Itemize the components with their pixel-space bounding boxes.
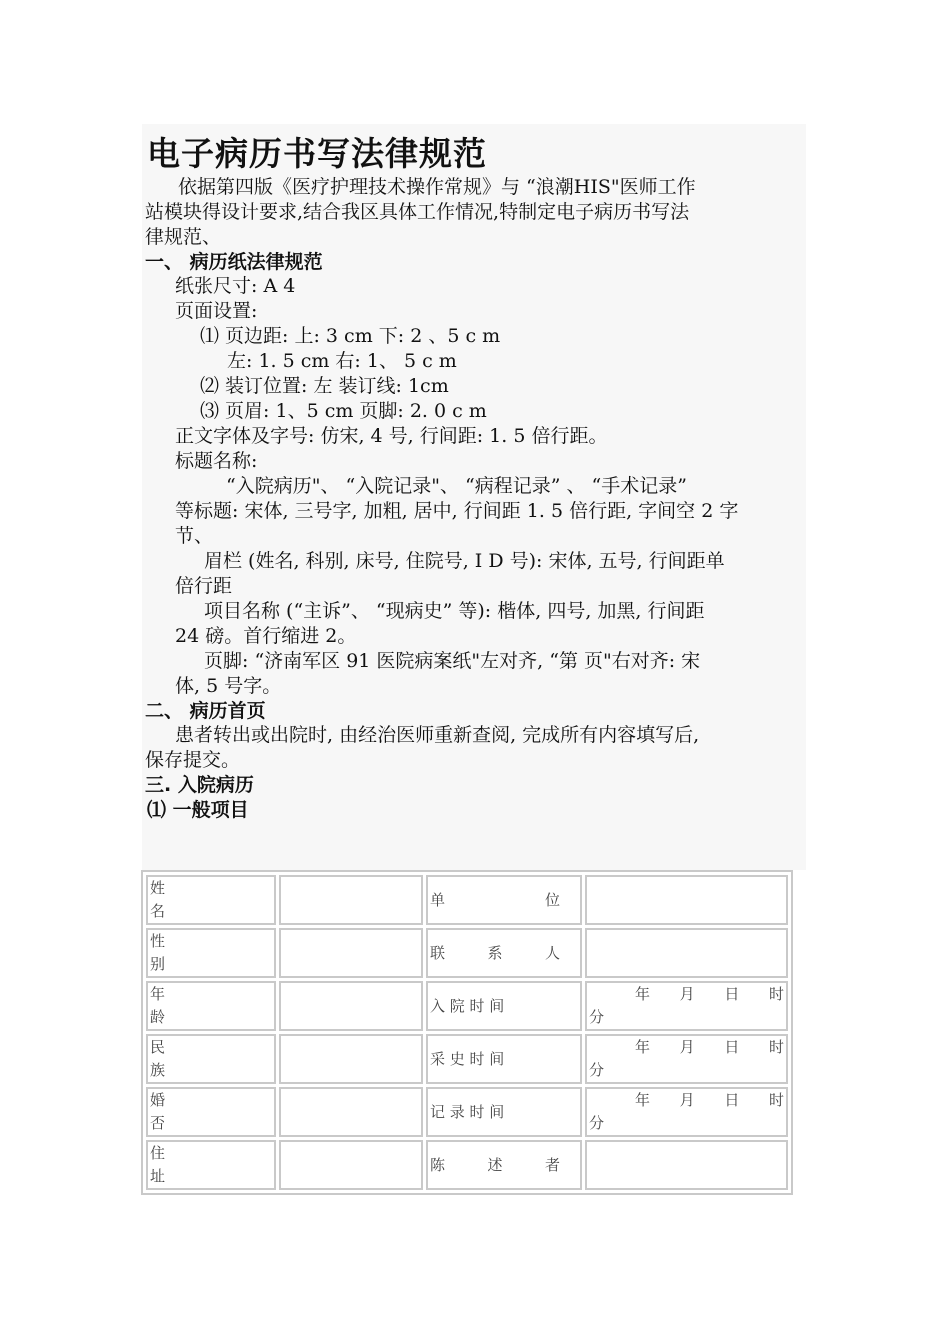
date-unit-label: 年 xyxy=(635,1038,651,1056)
row-label-char-2: 否 xyxy=(150,1114,166,1132)
table-row xyxy=(146,1087,788,1137)
field-label-part: 系 xyxy=(487,943,503,962)
field-label-cell xyxy=(426,875,582,925)
footer-line-1: 页脚: “济南军区 91 医院病案纸"左对齐, “第 页"右对齐: 宋 xyxy=(204,650,701,672)
subsection-general-items: ⑴ 一般项目 xyxy=(147,799,249,821)
row-label-char-2: 址 xyxy=(150,1167,166,1185)
table-row xyxy=(146,981,788,1031)
field-label-part: 陈 xyxy=(430,1155,446,1174)
field-label-cell xyxy=(426,1034,582,1084)
row-label-char-1: 民 xyxy=(150,1038,166,1056)
section-heading-admission: 三. 入院病历 xyxy=(145,774,254,796)
field-label-part: 单 xyxy=(430,890,446,909)
row-label-cell xyxy=(146,875,276,925)
row-label-char-2: 别 xyxy=(150,955,166,973)
general-items-table xyxy=(141,870,793,1195)
row-label-cell xyxy=(146,1087,276,1137)
datetime-value-cell[interactable] xyxy=(585,981,788,1031)
homepage-line-2: 保存提交。 xyxy=(145,749,241,771)
row-label-char-1: 性 xyxy=(150,932,166,950)
field-label-part: 位 xyxy=(544,890,560,909)
field-label-part: 述 xyxy=(487,1155,503,1174)
page-setup: 页面设置: xyxy=(175,300,258,322)
date-unit-label: 年 xyxy=(635,985,651,1003)
row-label-cell xyxy=(146,981,276,1031)
row-label-char-1: 住 xyxy=(150,1144,166,1162)
page-title: 电子病历书写法律规范 xyxy=(147,134,487,173)
header-footer-line: ⑶ 页眉: 1、5 cm 页脚: 2. 0 c m xyxy=(200,400,487,422)
title-desc-line-1: “入院病历"、 “入院记录"、 “病程记录” 、 “手术记录” xyxy=(226,475,687,497)
field-label-part: 采 史 时 间 xyxy=(430,1049,505,1068)
row-label-char-1: 婚 xyxy=(150,1091,166,1109)
date-unit-label: 年 xyxy=(635,1091,651,1109)
row-label-char-2: 名 xyxy=(150,902,166,920)
value-cell[interactable] xyxy=(279,1034,423,1084)
paper-size: 纸张尺寸: A 4 xyxy=(175,275,296,297)
footer-line-2: 体, 5 号字。 xyxy=(175,675,282,697)
value-cell[interactable] xyxy=(585,928,788,978)
row-label-cell xyxy=(146,1140,276,1190)
field-label-part: 记 录 时 间 xyxy=(430,1102,505,1121)
value-cell[interactable] xyxy=(279,1140,423,1190)
item-name-line-2: 24 磅。首行缩进 2。 xyxy=(175,625,357,647)
intro-line-3: 律规范、 xyxy=(145,226,222,248)
value-cell[interactable] xyxy=(279,875,423,925)
homepage-line-1: 患者转出或出院时, 由经治医师重新查阅, 完成所有内容填写后, xyxy=(175,724,700,746)
field-label-part: 人 xyxy=(544,943,560,962)
value-cell[interactable] xyxy=(279,981,423,1031)
minute-unit-label: 分 xyxy=(589,1008,605,1026)
date-unit-label: 时 xyxy=(768,985,784,1003)
field-label-cell xyxy=(426,928,582,978)
field-label-cell xyxy=(426,1087,582,1137)
field-label-part: 者 xyxy=(544,1155,560,1174)
section-heading-paper: 一、 病历纸法律规范 xyxy=(145,251,323,273)
field-label-cell xyxy=(426,1140,582,1190)
margin-line-1: ⑴ 页边距: 上: 3 cm 下: 2 、5 c m xyxy=(200,325,501,347)
datetime-value-cell[interactable] xyxy=(585,1087,788,1137)
date-unit-label: 日 xyxy=(724,1038,740,1056)
date-unit-label: 时 xyxy=(768,1038,784,1056)
date-unit-label: 日 xyxy=(724,1091,740,1109)
row-label-cell xyxy=(146,1034,276,1084)
intro-line-2: 站模块得设计要求,结合我区具体工作情况,特制定电子病历书写法 xyxy=(145,201,690,223)
table-row xyxy=(146,928,788,978)
value-cell[interactable] xyxy=(585,1140,788,1190)
eyebrow-line-2: 倍行距 xyxy=(175,575,233,597)
row-label-char-2: 龄 xyxy=(150,1008,166,1026)
table-row xyxy=(146,1140,788,1190)
title-name-label: 标题名称: xyxy=(175,450,258,472)
table-row xyxy=(146,1034,788,1084)
datetime-value-cell[interactable] xyxy=(585,1034,788,1084)
field-label-part: 联 xyxy=(430,943,446,962)
row-label-char-1: 年 xyxy=(150,985,166,1003)
intro-line-1: 依据第四版《医疗护理技术操作常规》与 “浪潮HIS"医师工作 xyxy=(178,176,696,198)
date-unit-label: 月 xyxy=(679,1038,695,1056)
section-heading-homepage: 二、 病历首页 xyxy=(145,700,266,722)
value-cell[interactable] xyxy=(585,875,788,925)
item-name-line-1: 项目名称 (“主诉”、 “现病史” 等): 楷体, 四号, 加黑, 行间距 xyxy=(204,600,705,622)
field-label-part: 入 院 时 间 xyxy=(430,996,505,1015)
date-unit-label: 时 xyxy=(768,1091,784,1109)
row-label-char-2: 族 xyxy=(150,1061,166,1079)
table-row xyxy=(146,875,788,925)
row-label-cell xyxy=(146,928,276,978)
title-desc-line-2: 等标题: 宋体, 三号字, 加粗, 居中, 行间距 1. 5 倍行距, 字间空 2 字 xyxy=(175,500,739,522)
date-unit-label: 月 xyxy=(679,1091,695,1109)
row-label-char-1: 姓 xyxy=(150,879,166,897)
date-unit-label: 日 xyxy=(724,985,740,1003)
title-desc-line-3: 节、 xyxy=(175,525,214,547)
eyebrow-line-1: 眉栏 (姓名, 科别, 床号, 住院号, I D 号): 宋体, 五号, 行间距单 xyxy=(204,550,725,572)
value-cell[interactable] xyxy=(279,1087,423,1137)
body-font-line: 正文字体及字号: 仿宋, 4 号, 行间距: 1. 5 倍行距。 xyxy=(175,425,608,447)
margin-line-2: 左: 1. 5 cm 右: 1、 5 c m xyxy=(227,350,457,372)
field-label-cell xyxy=(426,981,582,1031)
value-cell[interactable] xyxy=(279,928,423,978)
date-unit-label: 月 xyxy=(679,985,695,1003)
binding-line: ⑵ 装订位置: 左 装订线: 1cm xyxy=(200,375,449,397)
minute-unit-label: 分 xyxy=(589,1061,605,1079)
minute-unit-label: 分 xyxy=(589,1114,605,1132)
